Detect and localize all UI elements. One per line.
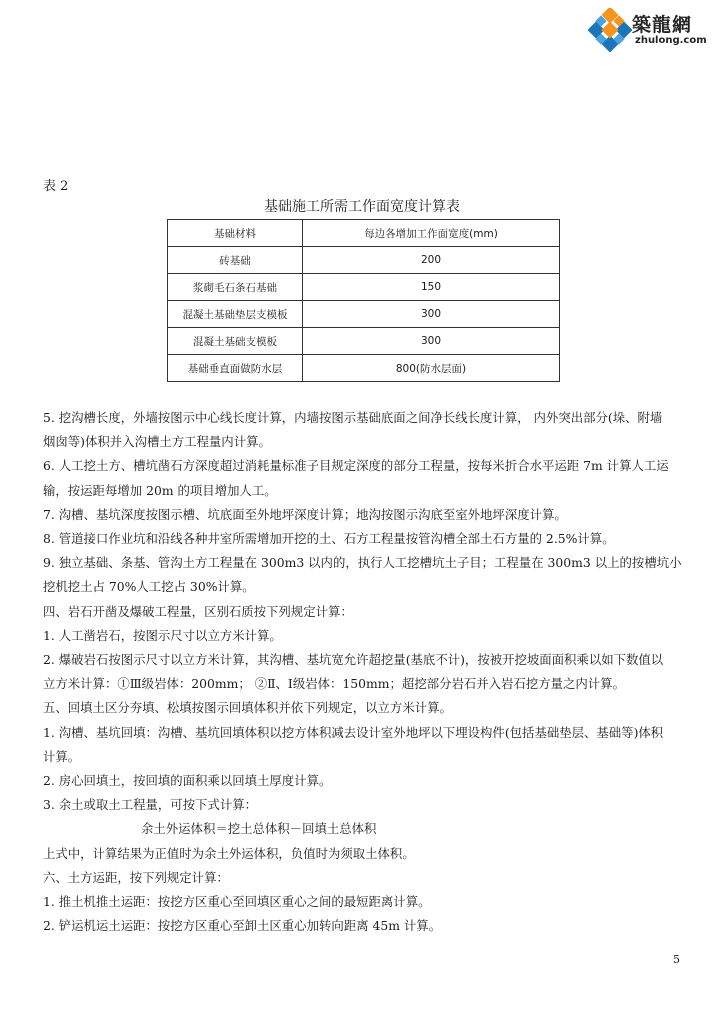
table-cell: 300	[303, 301, 560, 328]
text-line: 挖机挖土占 70%人工挖占 30%计算。	[43, 579, 255, 595]
table-cell: 800(防水层面)	[303, 355, 560, 382]
text-line: 五、回填土区分夯填、松填按图示回填体积并依下列规定，以立方米计算。	[43, 700, 452, 716]
table-cell: 基础垂直面做防水层	[168, 355, 303, 382]
table-cell: 300	[303, 328, 560, 355]
text-line: 3. 余土或取土工程量，可按下式计算：	[43, 797, 258, 813]
text-line: 9. 独立基础、条基、管沟土方工程量在 300m3 以内的，执行人工挖槽坑土子目；工程量在 300m3 以上的按槽坑小	[43, 555, 682, 571]
text-line: 立方米计算：①Ⅲ级岩体：200mm； ②Ⅱ、Ⅰ级岩体：150mm；超挖部分岩石并入岩石挖方量之内计算。	[43, 676, 625, 692]
text-line: 2. 爆破岩石按图示尺寸以立方米计算，其沟槽、基坑宽允许超挖量(基底不计)，按被开挖坡面面积乘以如下数值以	[43, 652, 664, 668]
table-label: 表 2	[43, 179, 69, 194]
zhulong-logo	[588, 8, 712, 52]
table-title: 基础施工所需工作面宽度计算表	[264, 199, 460, 215]
text-line: 1. 沟槽、基坑回填：沟槽、基坑回填体积以挖方体积减去设计室外地坪以下埋设构件(包括基础垫层、基础等)体积	[43, 724, 664, 740]
text-line: 烟囱等)体积并入沟槽土方工程量内计算。	[43, 434, 271, 450]
text-line: 2. 房心回填土，按回填的面积乘以回填土厚度计算。	[43, 773, 332, 789]
table-cell: 砖基础	[168, 247, 303, 274]
table-cell: 浆砌毛石条石基础	[168, 274, 303, 301]
table-cell: 150	[303, 274, 560, 301]
table-row	[168, 328, 560, 355]
text-line: 5. 挖沟槽长度，外墙按图示中心线长度计算，内墙按图示基础底面之间净长线长度计算， 内外突出部分(垛、附墙	[43, 410, 663, 425]
table-body	[168, 220, 560, 382]
text-line: 1. 人工凿岩石，按图示尺寸以立方米计算。	[43, 627, 282, 643]
table-cell: 混凝土基础支模板	[168, 328, 303, 355]
table-row	[168, 355, 560, 382]
table-header-cell: 基础材料	[168, 220, 303, 247]
text-line: 上式中，计算结果为正值时为余土外运体积，负值时为须取土体积。	[43, 845, 415, 861]
table-header-cell: 每边各增加工作面宽度(mm)	[303, 220, 560, 247]
work-surface-width-table	[167, 219, 560, 382]
table-cell: 混凝土基础垫层支模板	[168, 301, 303, 328]
text-line: 六、土方运距，按下列规定计算：	[43, 869, 229, 885]
text-line: 输，按运距每增加 20m 的项目增加人工。	[43, 482, 277, 498]
text-line: 四、岩石开凿及爆破工程量，区别石质按下列规定计算：	[43, 603, 353, 619]
table-row	[168, 274, 560, 301]
logo-chinese-text: 築龍網	[632, 14, 693, 36]
text-line: 7. 沟槽、基坑深度按图示槽、坑底面至外地坪深度计算；地沟按图示沟底至室外地坪深度计算。	[43, 506, 567, 522]
table-row	[168, 301, 560, 328]
text-line: 2. 铲运机运土运距：按挖方区重心至卸土区重心加转向距离 45m 计算。	[43, 918, 442, 934]
text-line: 计算。	[43, 748, 81, 764]
table-cell: 200	[303, 247, 560, 274]
table-header-row	[168, 220, 560, 247]
page-number: 5	[673, 953, 680, 966]
logo-domain-text: zhulong.com	[635, 35, 707, 46]
text-line: 余土外运体积＝挖土总体积－回填土总体积	[141, 821, 377, 837]
body-text	[43, 406, 683, 938]
zhulong-logo-icon	[588, 8, 632, 52]
table-row	[168, 247, 560, 274]
text-line: 6. 人工挖土方、槽坑凿石方深度超过消耗量标准子目规定深度的部分工程量，按每米折合水平运距 7m 计算人工运	[43, 458, 669, 474]
text-line: 1. 推土机推土运距：按挖方区重心至回填区重心之间的最短距离计算。	[43, 894, 431, 910]
text-line: 8. 管道接口作业坑和沿线各种井室所需增加开挖的土、石方工程量按管沟槽全部土石方量的 2.5%计算。	[43, 531, 615, 547]
